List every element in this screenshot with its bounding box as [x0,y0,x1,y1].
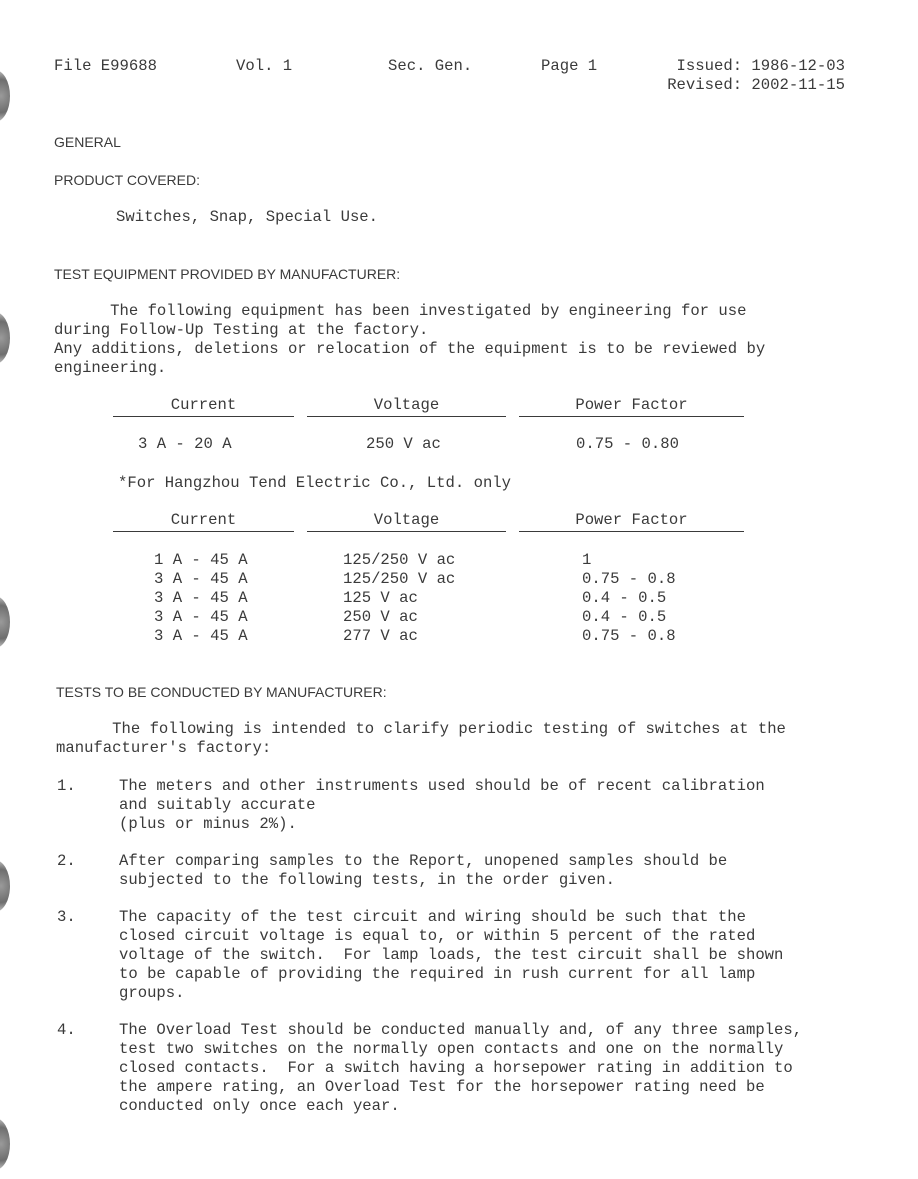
file-number: File E99688 [54,57,157,75]
item-number: 4. [57,1021,76,1039]
table-cell: 3 A - 20 A [138,435,232,453]
section: Sec. Gen. [388,57,473,75]
table-cell: 1 A - 45 A [154,551,248,569]
section-general: GENERAL [54,134,121,150]
product-covered-text: Switches, Snap, Special Use. [116,208,379,226]
item-number: 2. [57,852,76,870]
table-cell: 277 V ac [343,627,418,645]
column-header-current: Current [113,396,294,417]
binder-hole [0,312,10,364]
table-cell: 250 V ac [343,608,418,626]
page-number: Page 1 [541,57,598,75]
table-cell: 250 V ac [366,435,441,453]
test-equipment-heading: TEST EQUIPMENT PROVIDED BY MANUFACTURER: [54,266,401,282]
table-cell: 1 [582,551,592,569]
table-cell: 3 A - 45 A [154,589,248,607]
tests-heading: TESTS TO BE CONDUCTED BY MANUFACTURER: [56,684,387,700]
table-cell: 125/250 V ac [343,570,456,588]
column-header-current: Current [113,511,294,532]
table-cell: 3 A - 45 A [154,627,248,645]
product-covered-heading: PRODUCT COVERED: [54,172,200,188]
item-number: 3. [57,908,76,926]
revised-date: Revised: 2002-11-15 [667,76,845,94]
table-note: *For Hangzhou Tend Electric Co., Ltd. only [118,474,512,492]
table-cell: 125 V ac [343,589,418,607]
table-cell: 0.75 - 0.8 [582,570,676,588]
table-cell: 125/250 V ac [343,551,456,569]
table-cell: 0.4 - 0.5 [582,589,667,607]
volume: Vol. 1 [236,57,293,75]
table-cell: 0.4 - 0.5 [582,608,667,626]
binder-hole [0,1118,10,1170]
binder-hole [0,70,10,122]
table-cell: 0.75 - 0.80 [576,435,679,453]
column-header-voltage: Voltage [307,511,506,532]
table-cell: 3 A - 45 A [154,608,248,626]
table-cell: 0.75 - 0.8 [582,627,676,645]
binder-hole [0,860,10,912]
item-number: 1. [57,777,76,795]
column-header-power-factor: Power Factor [519,511,744,532]
binder-hole [0,596,10,648]
column-header-voltage: Voltage [307,396,506,417]
table-cell: 3 A - 45 A [154,570,248,588]
issued-date: Issued: 1986-12-03 [676,57,845,75]
column-header-power-factor: Power Factor [519,396,744,417]
